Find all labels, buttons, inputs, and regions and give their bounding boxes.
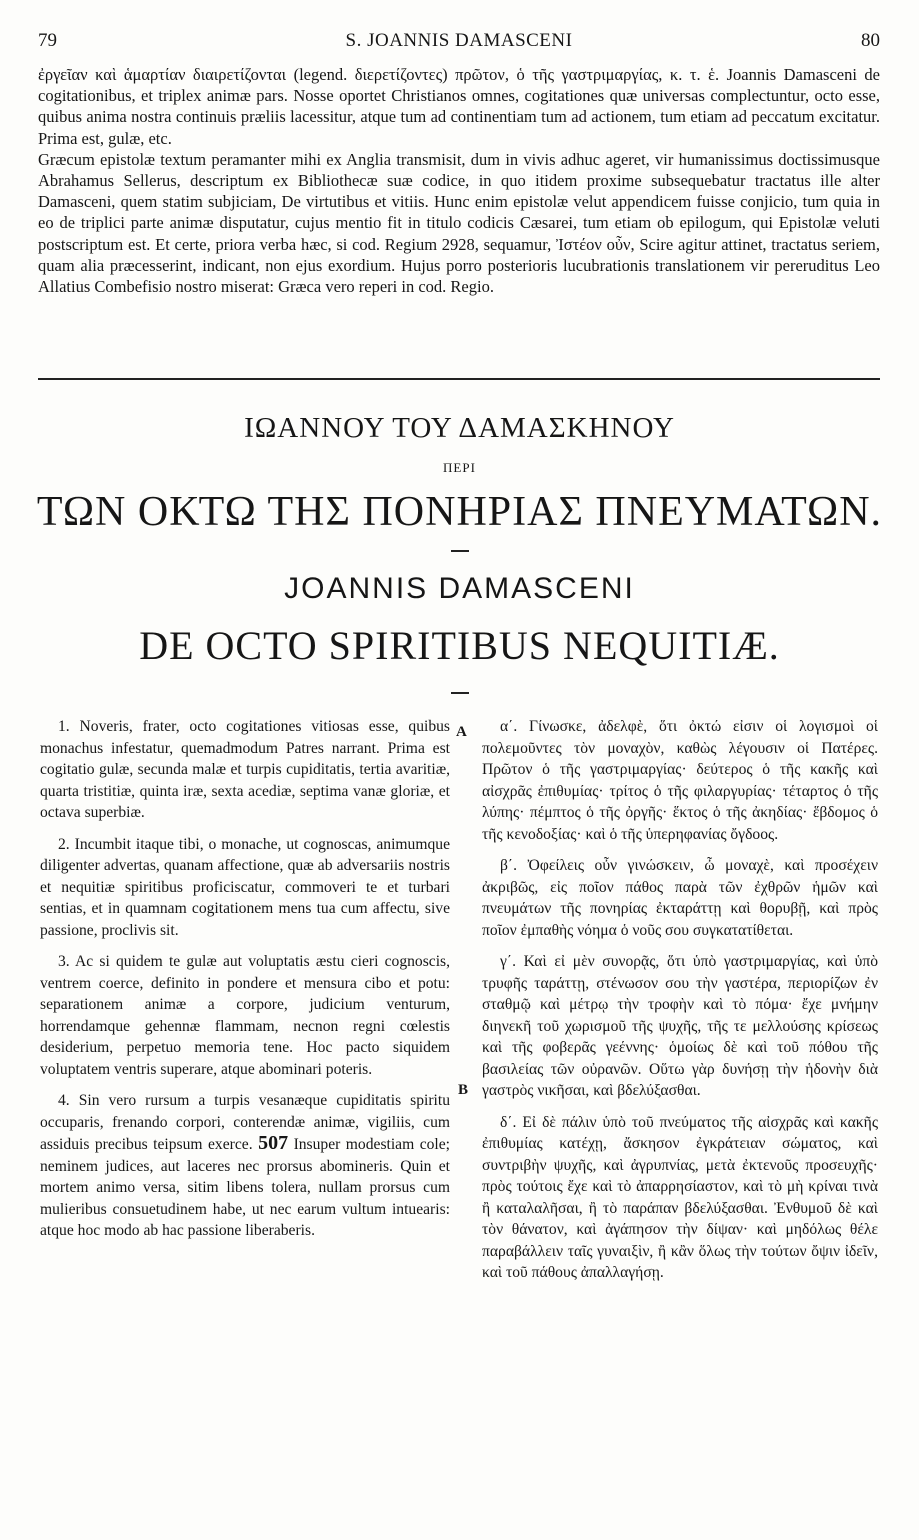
margin-letter-b: B	[458, 1082, 469, 1098]
latin-column	[40, 716, 450, 1252]
page-number-right: 80	[861, 30, 880, 51]
page-number-left: 79	[38, 30, 57, 51]
greek-author-heading: ΙΩΑΝΝΟΥ ΤΟΥ ΔΑΜΑΣΚΗΝΟΥ	[244, 412, 675, 444]
latin-paragraph-3: 3. Ac si quidem te gulæ aut voluptatis æstu cieri cognoscis, ventrem coerce, definito in pondere et mensura cibo et potu: separationem animæ a corpore, judicium venturum, horrendamque gehennæ flammam, necnon regni cœlestis desiderium, perpetuo memoria tene. Hoc pacto siquidem voluptatem ventris superare, atque abominari poteris.	[40, 953, 450, 1078]
section-rule	[38, 378, 880, 380]
latin-paragraph-4b: Insuper modestiam cole; neminem judices, aut laceres nec prorsus abominеris. Quin et mortem animo versa, sitim libens tolera, nullam prorsus cum mulieribus consuetudinem habe, ut nec earum vultum intuearis: atque hoc modo ab hac passione liberaberis.	[40, 1136, 451, 1239]
running-title: S. JOANNIS DAMASCENI	[345, 30, 573, 51]
intro-line-1: ἐργεῖαν καὶ ἁμαρτίαν διαιρετίζονται (legend. διερετίζοντες) πρῶτον, ὁ τῆς γαστριμαργίας, κ. τ. ἑ. Joannis Damasceni de cogitationibus, et triplex animæ pars. Nosse oportet Christianos omnes, cogitationes quæ universas complectuntur, octo esse, quibus anima nostra continuis præliis lacessitur, atque tum ad continentiam tum ad actionem, tum etiam ad peccatum excitatur. Prima est, gulæ, etc.	[38, 65, 880, 148]
greek-paragraph-2: β΄. Ὀφείλεις οὖν γινώσκειν, ὦ μοναχὲ, καὶ προσέχειν ἀκριβῶς, εἰς ποῖον πάθος παρὰ τῶν ἐχθρῶν ἡμῶν καὶ πνευμάτων τῆς πονηρίας ἐκταράττῃ καὶ θορυβῇ, καὶ πρὸς ποῖον ἐμπαθὴς νόημα ὁ νοῦς σου συγκατατίθεται.	[482, 857, 878, 939]
latin-paragraph-4	[40, 1090, 450, 1242]
intro-notes	[38, 64, 880, 297]
greek-paragraph-1: α΄. Γίνωσκε, ἀδελφὲ, ὅτι ὀκτώ εἰσιν οἱ λογισμοὶ οἱ πολεμοῦντες τὸν μοναχὸν, καθὼς λέγουσιν οἱ Πατέρες. Πρῶτον ὁ τῆς γαστριμαργίας· δεύτερος ὁ τῆς κακῆς καὶ αἰσχρᾶς ἐπιθυμίας· τρίτος ὁ τῆς φιλαργυρίας· τέταρτος ὁ τῆς λύπης· πέμπτος ὁ τῆς ὀργῆς· ἕκτος ὁ τῆς ἀκηδίας· ἕβδομος ὁ τῆς κενοδοξίας· καὶ ὁ τῆς ὑπερηφανίας ὄγδοος.	[482, 718, 878, 843]
column-number: 507	[258, 1132, 289, 1154]
margin-letter-a: A	[456, 724, 467, 740]
running-head	[38, 30, 880, 58]
latin-author-heading: JOANNIS DAMASCENI	[284, 572, 635, 605]
latin-title-heading: DE OCTO SPIRITIBUS NEQUITIÆ.	[139, 623, 780, 668]
greek-title-heading: ΤΩΝ ΟΚΤΩ ΤΗΣ ΠΟΝΗΡΙΑΣ ΠΝΕΥΜΑΤΩΝ.	[36, 489, 883, 535]
heading-dash	[451, 692, 469, 694]
heading-dash	[451, 550, 469, 552]
greek-paragraph-3: γ΄. Καὶ εἰ μὲν συνορᾷς, ὅτι ὑπὸ γαστριμαργίας, καὶ ὑπὸ τρυφῆς ταράττῃ, στένωσον σου τὴν γαστέρα, περιορίζων ἐν σταθμῷ καὶ μέτρῳ τὴν τροφὴν καὶ τὸ πόμα· ἔχε μνήμην διηνεκῆ τοῦ χωρισμοῦ τῆς ψυχῆς, τῆς τε μελλούσης κρίσεως καὶ τῆς φοβερᾶς γεέννης· ὁμοίως δὲ καὶ τοῦ πόθου τῆς βασιλείας τῶν οὐρανῶν. Οὕτω γὰρ δυνήσῃ τὴν ἡδονὴν διὰ γαστρὸς νικῆσαι, καὶ βδελύξασθαι.	[482, 953, 878, 1099]
greek-column	[482, 716, 878, 1294]
latin-paragraph-4a: 4. Sin vero rursum a turpis vesanæque cupiditatis spiritu occuparis, frenando corpori, conterendæ animæ, vigiliis, cum assiduis precibus teipsum exerce.	[40, 1092, 450, 1153]
greek-peri-heading: ΠΕΡΙ	[443, 460, 476, 475]
intro-body: Græcum epistolæ textum peramanter mihi ex Anglia transmisit, dum in vivis adhuc ageret, vir humanissimus doctissimusque Abrahamus Sellerus, descriptum ex Bibliothecæ suæ codice, in quo itidem proxime subsequebatur tractatus ille alter Damasceni, quem statim subjiciam, De virtutibus et vitiis. Hunc enim epistolæ velut appendicem fuisse conjicio, tum quia in eo de triplici parte animæ disputatur, cujus mentio fit in titulo codicis Cæsarei, tum etiam ob epilogum, qui Epistolæ veluti postscriptum est. Et certe, priora verba hæc, si cod. Regium 2928, sequamur, Ἰστέον οὖν, Scire agitur attinet, tractatus seriem, quam alia præcesserint, indicant, non ejus exordium. Hujus porro posterioris lucubrationis translationem vir pereruditus Leo Allatius Combefisio nostro miserat: Græca vero reperi in cod. Regio.	[38, 149, 880, 297]
greek-paragraph-4: δ΄. Εἰ δὲ πάλιν ὑπὸ τοῦ πνεύματος τῆς αἰσχρᾶς καὶ κακῆς ἐπιθυμίας κατέχῃ, ἄσκησον ἐγκράτειαν σώματος, καὶ συντριβὴν ψυχῆς, καὶ ἀγρυπνίας, μετὰ ἐκτενοῦς προσευχῆς· πρὸς τούτοις ἔχε καὶ τὸ ἀπαρρησίαστον, καὶ τὸ μὴ κρίναι τινὰ ἢ καταλαλῆσαι, ἢ τὸ παράπαν βδελύξασθαι. Ἐνθυμοῦ δὲ καὶ τὸν θάνατον, καὶ ἀγάπησον τὴν δίψαν· καὶ μηδόλως θέλε παραβάλλειν ταῖς γυναιξὶν, ἢ κἂν ὅλως τὴν τούτων ὄψιν ἰδεῖν, καὶ τοῦ πάθους ἀπαλλαγήσῃ.	[482, 1113, 878, 1281]
latin-paragraph-1: 1. Noveris, frater, octo cogitationes vitiosas esse, quibus monachus infestatur, quemadmodum Patres narrant. Prima est cogitatio gulæ, secunda malæ et turpis cupiditatis, tertia avaritiæ, quarta tristitiæ, quinta iræ, sexta acediæ, septima vanæ gloriæ, et octava superbiæ.	[40, 718, 450, 821]
latin-paragraph-2: 2. Incumbit itaque tibi, o monache, ut cognoscas, animumque diligenter advertas, quanam affectione, quæ ab adversariis nostris et nequitiæ spiritibus proficiscatur, commoveri te et turbari sentias, et in quamnam cogitationem mens tua cum affectu, sive passione, proclivis sit.	[40, 835, 450, 939]
